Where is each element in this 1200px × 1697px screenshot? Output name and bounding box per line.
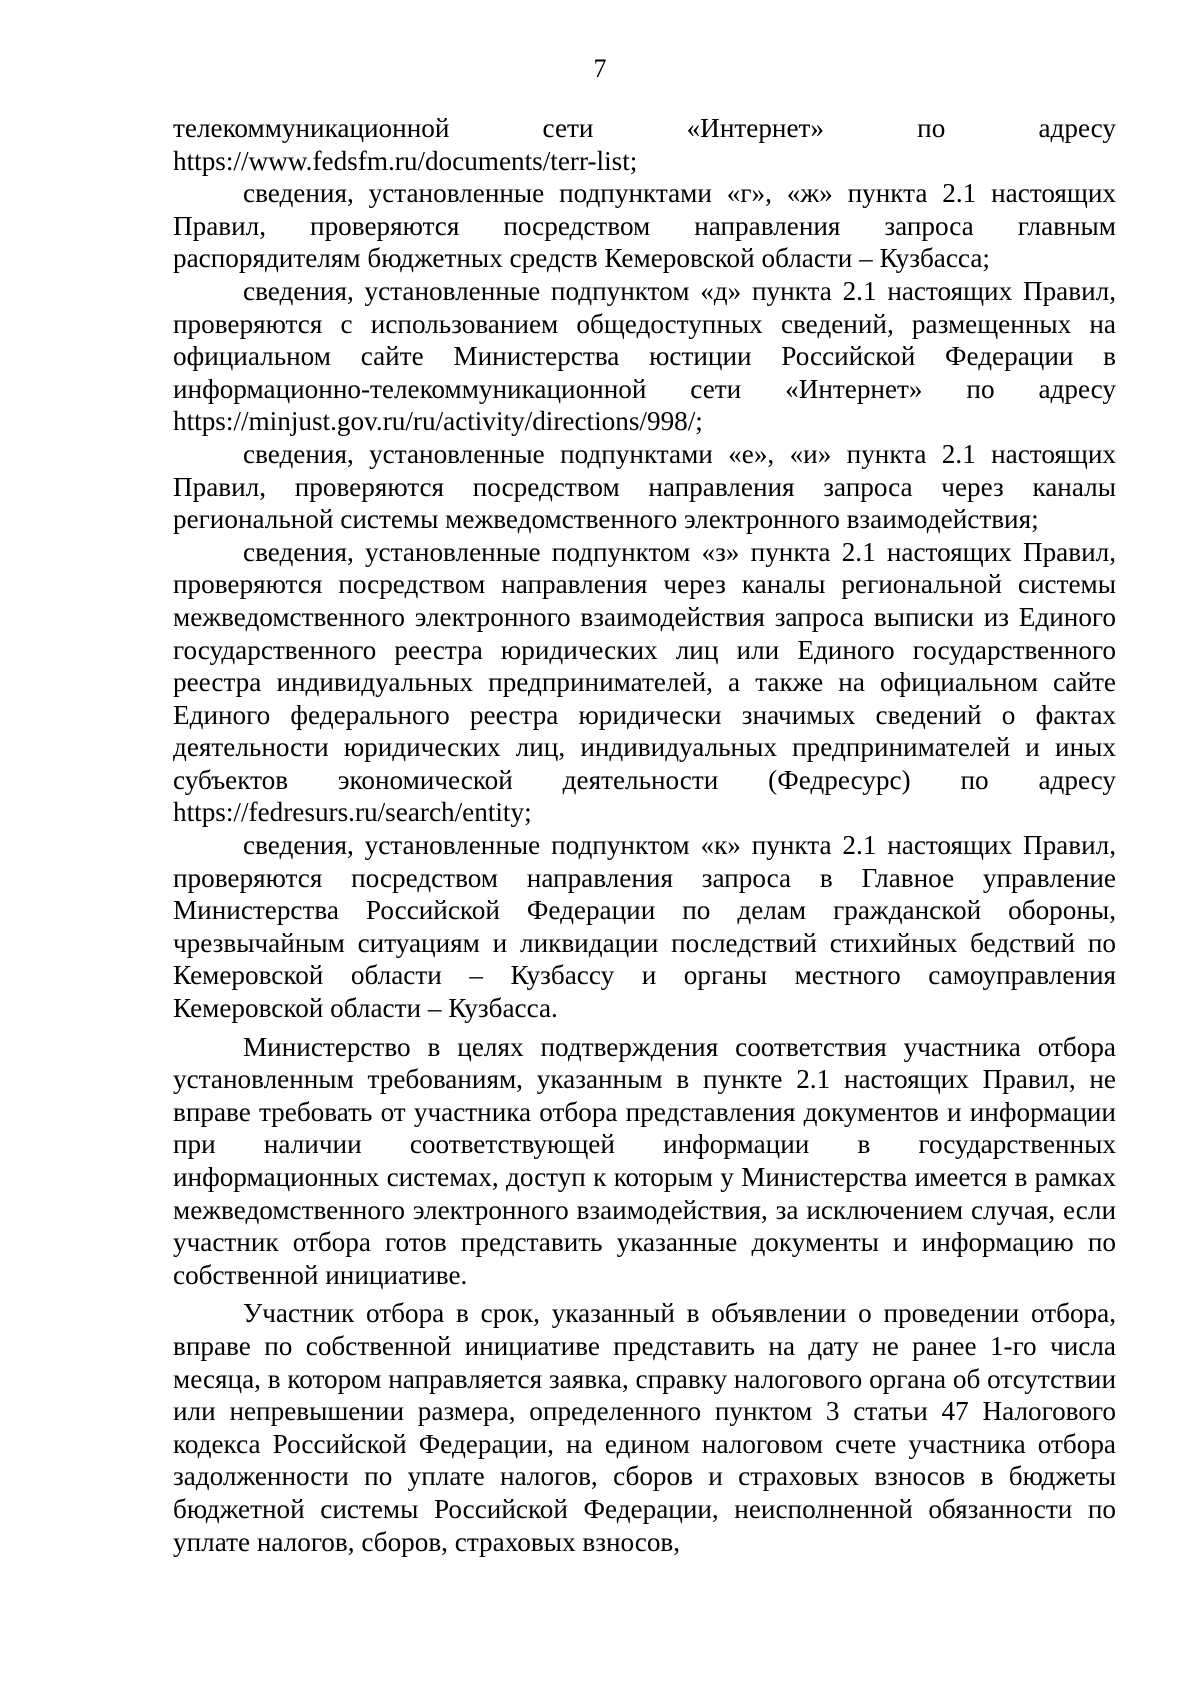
paragraph-subclauses-e-i: сведения, установленные подпунктами «е», «и» пункта 2.1 настоящих Правил, проверяются посредством направления запроса через каналы региональной системы межведомственного электронного взаимодействия;: [173, 438, 1116, 535]
paragraph-ministry-restriction: Министерство в целях подтверждения соответствия участника отбора установленным требованиям, указанным в пункте 2.1 настоящих Правил, не вправе требовать от участника отбора представления документов и информации при наличии соответствующей информации в государственных информационных системах, доступ к которым у Министерства имеется в рамках межведомственного электронного взаимодействия, за исключением случая, если участник отбора готов представить указанные документы и информацию по собственной инициативе.: [173, 1031, 1116, 1290]
paragraph-subclause-d: сведения, установленные подпунктом «д» пункта 2.1 настоящих Правил, проверяются с использованием общедоступных сведений, размещенных на официальном сайте Министерства юстиции Российской Федерации в информационно-телекоммуникационной сети «Интернет» по адресу https://minjust.gov.ru/ru/activity/directions/998/;: [173, 275, 1116, 437]
paragraph-subclause-z: сведения, установленные подпунктом «з» пункта 2.1 настоящих Правил, проверяются посредством направления через каналы региональной системы межведомственного электронного взаимодействия запроса выписки из Единого государственного реестра юридических лиц или Единого государственного реестра индивидуальных предпринимателей, а также на официальном сайте Единого федерального реестра юридически значимых сведений о фактах деятельности юридических лиц, индивидуальных предпринимателей и иных субъектов экономической деятельности (Федресурс) по адресу https://fedresurs.ru/search/entity;: [173, 536, 1116, 828]
paragraph-participant-tax-certificate: Участник отбора в срок, указанный в объявлении о проведении отбора, вправе по собственной инициативе представить на дату не ранее 1-го числа месяца, в котором направляется заявка, справку налогового органа об отсутствии или непревышении размера, определенного пунктом 3 статьи 47 Налогового кодекса Российской Федерации, на едином налоговом счете участника отбора задолженности по уплате налогов, сборов и страховых взносов в бюджеты бюджетной системы Российской Федерации, неисполненной обязанности по уплате налогов, сборов, страховых взносов,: [173, 1298, 1116, 1557]
paragraph-subclause-k: сведения, установленные подпунктом «к» пункта 2.1 настоящих Правил, проверяются посредством направления запроса в Главное управление Министерства Российской Федерации по делам гражданской обороны, чрезвычайным ситуациям и ликвидации последствий стихийных бедствий по Кемеровской области – Кузбассу и органы местного самоуправления Кемеровской области – Кузбасса.: [173, 830, 1116, 1024]
document-body: [173, 112, 1116, 1558]
page-number: 7: [593, 54, 607, 83]
paragraph-continuation: телекоммуникационной сети «Интернет» по адресу https://www.fedsfm.ru/documents/terr-list;: [173, 113, 1116, 176]
paragraph-subclauses-g-zh: сведения, установленные подпунктами «г», «ж» пункта 2.1 настоящих Правил, проверяются посредством направления запроса главным распорядителям бюджетных средств Кемеровской области – Кузбасса;: [173, 178, 1116, 274]
